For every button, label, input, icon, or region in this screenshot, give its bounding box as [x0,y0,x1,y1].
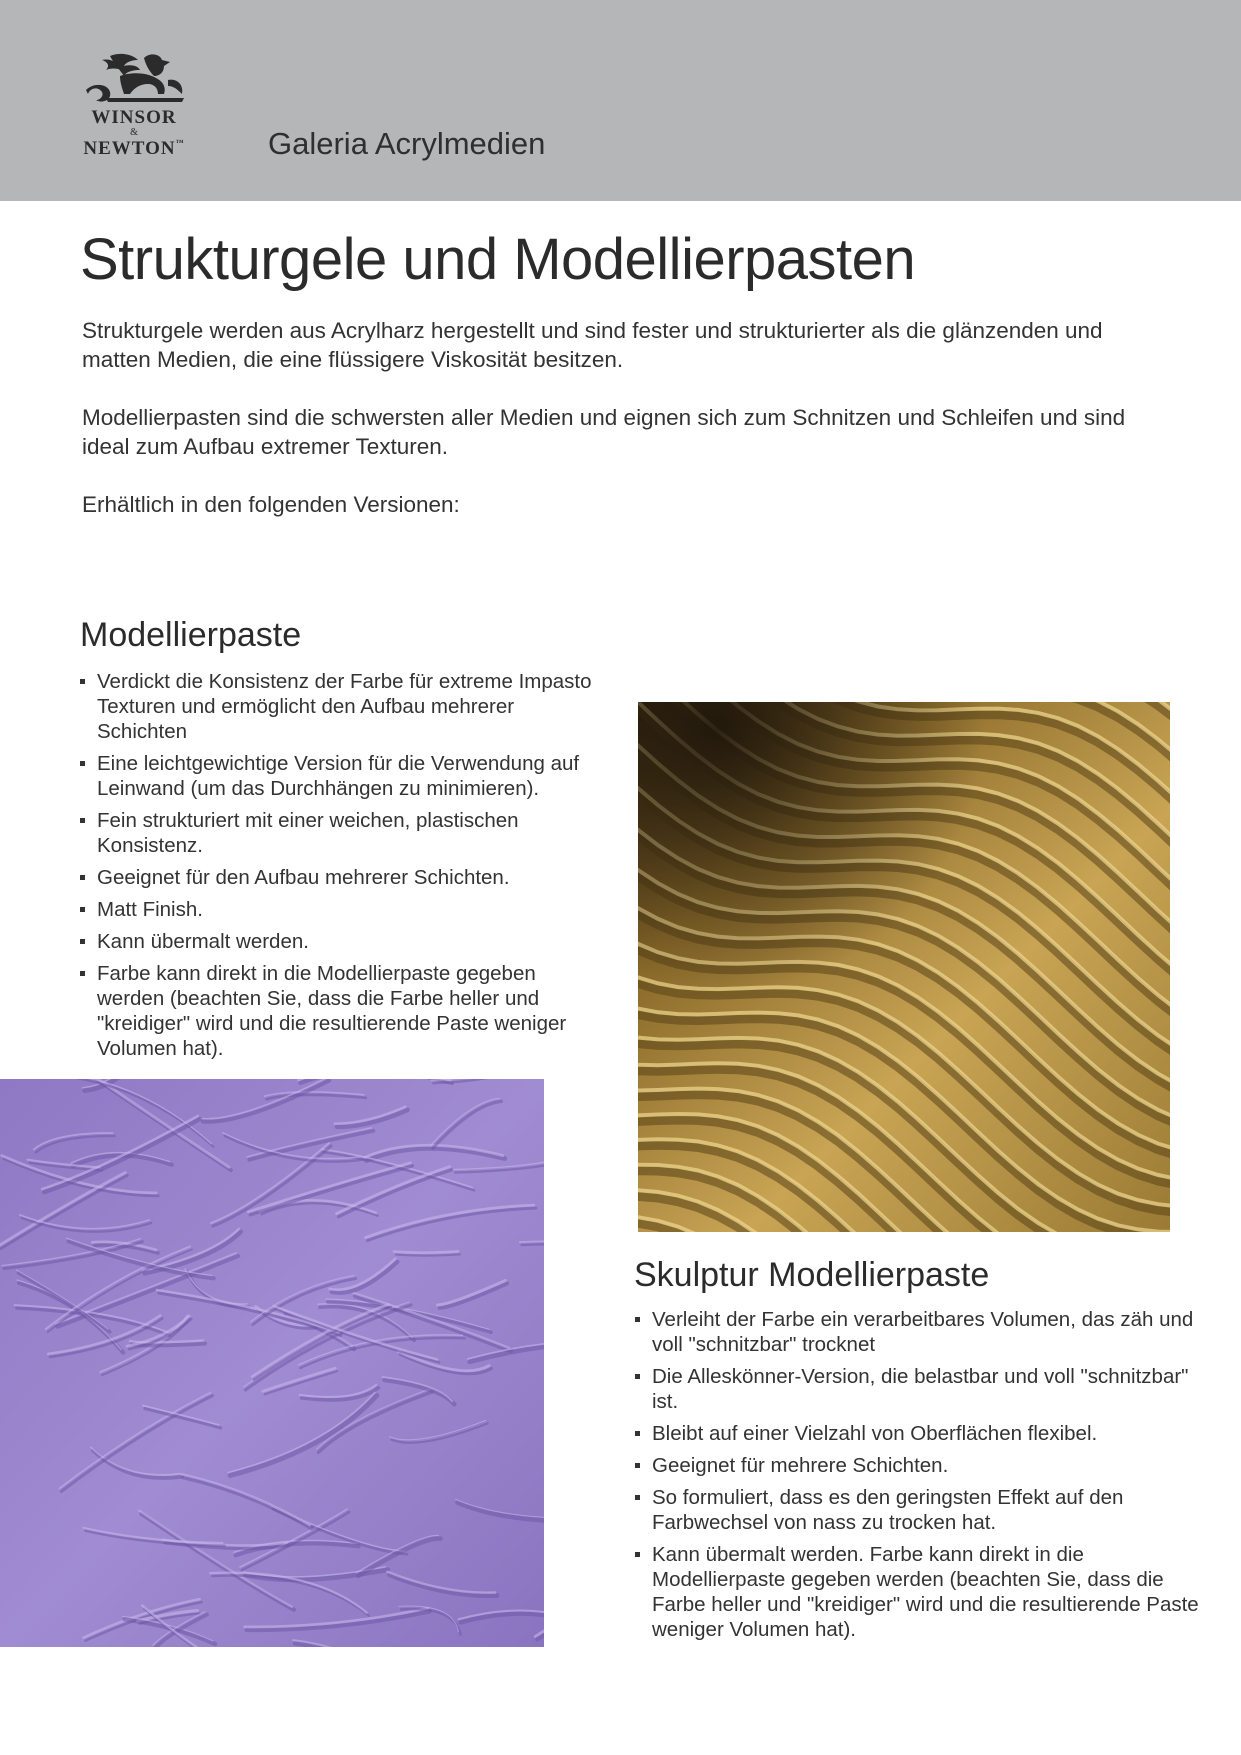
section-title-modellierpaste: Modellierpaste [80,616,302,654]
intro-paragraph-1: Strukturgele werden aus Acrylharz hergestellt und sind fester und strukturierter als die glänzenden und matten Medien, die eine flüssigere Viskosität besitzen. [82,318,1103,372]
bullet-list-skulptur [635,1307,1210,1649]
brand-line-1: WINSOR [91,107,177,128]
list-item: So formuliert, dass es den geringsten Effekt auf den Farbwechsel von nass zu trocken hat. [635,1485,1210,1535]
list-item: Kann übermalt werden. Farbe kann direkt in die Modellierpaste gegeben werden (beachten Sie, dass die Farbe heller und "kreidiger" wird und die resultierende Paste weniger Volumen hat). [635,1542,1210,1642]
series-title: Galeria Acrylmedien [268,126,546,161]
list-item: Verdickt die Konsistenz der Farbe für extreme Impasto Texturen und ermöglicht den Aufbau mehrerer Schichten [80,669,600,744]
brand-line-2: NEWTON [83,138,176,159]
list-item: Eine leichtgewichtige Version für die Verwendung auf Leinwand (um das Durchhängen zu minimieren). [80,751,600,801]
brand-trademark: ™ [175,138,185,147]
brand-wordmark [78,108,190,158]
list-item: Kann übermalt werden. [80,929,600,954]
intro-paragraph-3: Erhältlich in den folgenden Versionen: [82,492,460,517]
list-item: Geeignet für mehrere Schichten. [635,1453,1210,1478]
intro-paragraph-2: Modellierpasten sind die schwersten aller Medien und eignen sich zum Schnitzen und Schleifen und sind ideal zum Aufbau extremer Texturen. [82,405,1126,459]
list-item: Die Alleskönner-Version, die belastbar und voll "schnitzbar" ist. [635,1364,1210,1414]
page-title: Strukturgele und Modellierpasten [80,227,916,292]
list-item: Matt Finish. [80,897,600,922]
brand-logo[interactable] [78,50,198,160]
list-item: Geeignet für den Aufbau mehrerer Schichten. [80,865,600,890]
list-item: Bleibt auf einer Vielzahl von Oberflächen flexibel. [635,1421,1210,1446]
bullet-list-modellierpaste [80,669,600,1068]
list-item: Verleiht der Farbe ein verarbeitbares Volumen, das zäh und voll "schnitzbar" trocknet [635,1307,1210,1357]
violet-paste-image [0,1079,544,1647]
intro-text [82,316,1162,548]
list-item: Fein strukturiert mit einer weichen, plastischen Konsistenz. [80,808,600,858]
section-title-skulptur: Skulptur Modellierpaste [634,1256,990,1294]
brand-ampersand: & [130,127,138,138]
gold-paste-image [638,702,1170,1232]
list-item: Farbe kann direkt in die Modellierpaste gegeben werden (beachten Sie, dass die Farbe heller und "kreidiger" wird und die resultierende Paste weniger Volumen hat). [80,961,600,1061]
header-band [0,0,1241,201]
griffin-icon [80,50,190,106]
